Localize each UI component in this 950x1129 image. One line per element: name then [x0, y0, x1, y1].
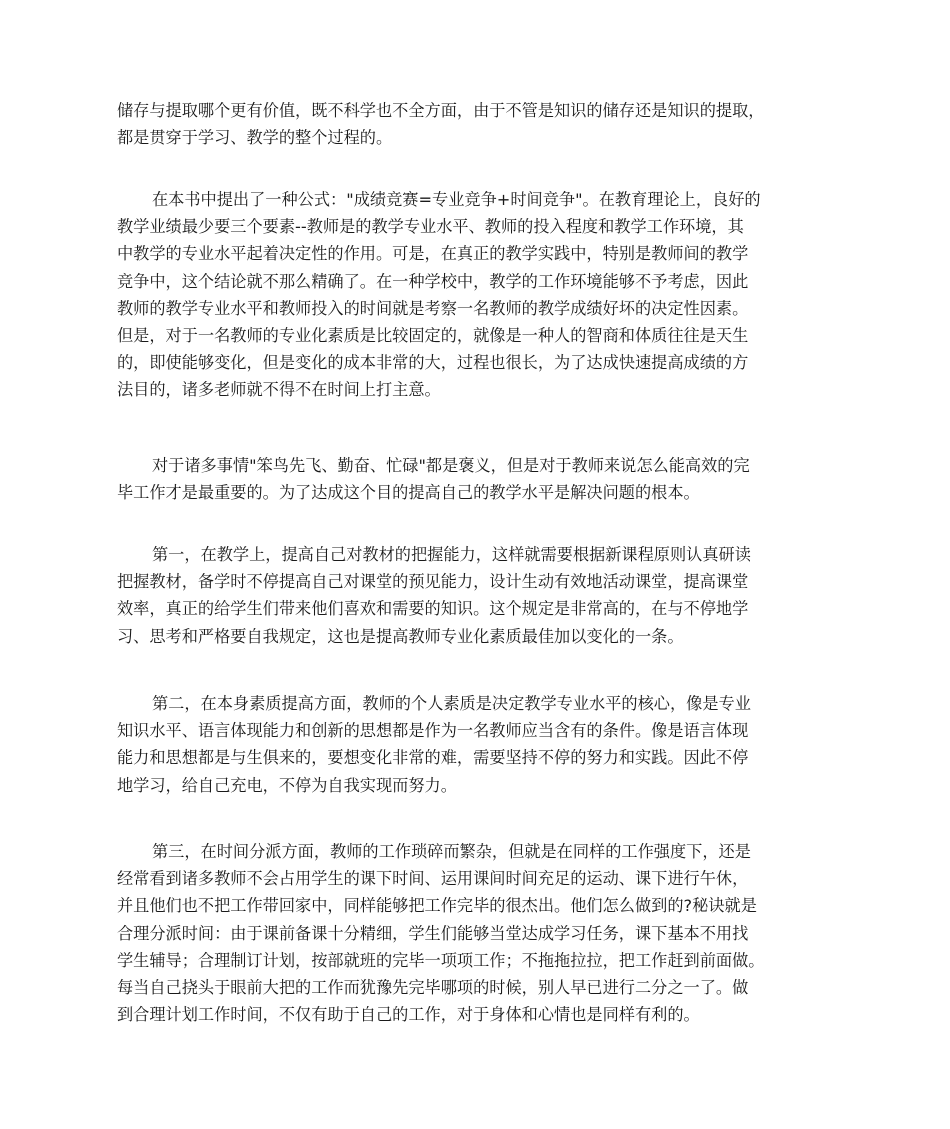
text-line: 每当自己挠头于眼前大把的工作而犹豫先完毕哪项的时候，别人早已进行二分之一了。做 — [117, 978, 749, 998]
text-line: 但是，对于一名教师的专业化素质是比较固定的，就像是一种人的智商和体质往往是天生 — [117, 326, 749, 346]
text-line: 第三，在时间分派方面，教师的工作琐碎而繁杂，但就是在同样的工作强度下，还是 — [152, 842, 751, 861]
text-line: 效率，真正的给学生们带来他们喜欢和需要的知识。这个规定是非常高的，在与不停地学 — [117, 599, 749, 619]
text-line: 教师的教学专业水平和教师投入的时间就是考察一名教师的教学成绩好坏的决定性因素。 — [117, 298, 749, 318]
paragraph-formula — [117, 186, 761, 404]
text-line: 把握教材，备学时不停提高自己对课堂的预见能力，设计生动有效地活动课堂，提高课堂 — [117, 572, 749, 592]
text-line: 对于诸多事情"笨鸟先飞、勤奋、忙碌"都是褒义，但是对于教师来说怎么能高效的完 — [152, 456, 750, 475]
text-line: 习、思考和严格要自我规定，这也是提高教师专业化素质最佳加以变化的一条。 — [117, 626, 684, 646]
text-line: 合理分派时间：由于课前备课十分精细，学生们能够当堂达成学习任务，课下基本不用找 — [117, 923, 749, 943]
text-line: 第二，在本身素质提高方面，教师的个人素质是决定教学专业水平的核心，像是专业 — [152, 694, 751, 713]
paragraph-efficiency — [117, 452, 750, 506]
text-line: 储存与提取哪个更有价值，既不科学也不全方面，由于不管是知识的储存还是知识的提取， — [117, 101, 765, 120]
paragraph-third-point — [117, 838, 765, 1028]
text-line: 并且他们也不把工作带回家中，同样能够把工作完毕的很杰出。他们怎么做到的?秘诀就是 — [117, 896, 757, 916]
text-line: 的，即使能够变化，但是变化的成本非常的大，过程也很长，为了达成快速提高成绩的方 — [117, 353, 749, 373]
text-line: 到合理计划工作时间，不仅有助于自己的工作，对于身体和心情也是同样有利的。 — [117, 1005, 700, 1025]
text-line: 中教学的专业水平起着决定性的作用。可是，在真正的教学实践中，特别是教师间的教学 — [117, 244, 749, 264]
text-line: 教学业绩最少要三个要素--教师是的教学专业水平、教师的投入程度和教学工作环境，其 — [117, 217, 744, 237]
paragraph-storage-retrieval — [117, 97, 765, 151]
text-line: 第一，在教学上，提高自己对教材的把握能力，这样就需要根据新课程原则认真研读 — [152, 545, 751, 564]
text-line: 能力和思想都是与生俱来的，要想变化非常的难，需要坚持不停的努力和实践。因此不停 — [117, 748, 749, 768]
text-line: 都是贯穿于学习、教学的整个过程的。 — [117, 128, 393, 148]
text-line: 毕工作才是最重要的。为了达成这个目的提高自己的教学水平是解决问题的根本。 — [117, 483, 700, 503]
paragraph-second-point — [117, 690, 751, 799]
text-line: 知识水平、语言体现能力和创新的思想都是作为一名教师应当含有的条件。像是语言体现 — [117, 721, 749, 741]
text-line: 在本书中提出了一种公式："成绩竞赛=专业竞争+时间竞争"。在教育理论上，良好的 — [152, 190, 761, 209]
text-line: 法目的，诸多老师就不得不在时间上打主意。 — [117, 380, 441, 400]
text-line: 经常看到诸多教师不会占用学生的课下时间、运用课间时间充足的运动、课下进行午休， — [117, 869, 749, 889]
text-line: 地学习，给自己充电，不停为自我实现而努力。 — [117, 775, 457, 795]
text-line: 竞争中，这个结论就不那么精确了。在一种学校中，教学的工作环境能够不予考虑，因此 — [117, 271, 749, 291]
paragraph-first-point — [117, 541, 751, 650]
text-line: 学生辅导；合理制订计划，按部就班的完毕一项项工作；不拖拖拉拉，把工作赶到前面做。 — [117, 950, 765, 970]
